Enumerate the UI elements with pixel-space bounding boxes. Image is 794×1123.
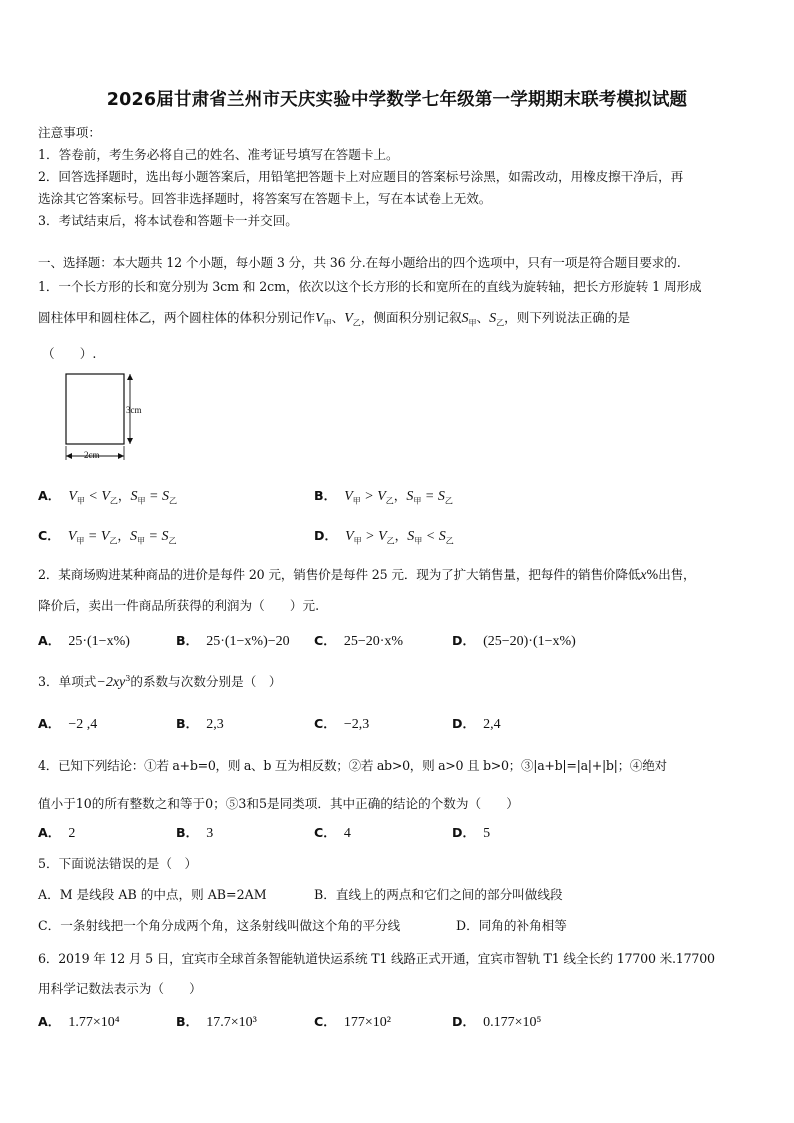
notice-item: 选涂其它答案标号。回答非选择题时，将答案写在答题卡上，写在本试卷上无效。 <box>38 191 492 206</box>
q4-option-a[interactable]: A． 2 <box>38 825 76 841</box>
arrow-up-icon <box>127 374 133 380</box>
q5-option-d[interactable]: D．同角的补角相等 <box>456 918 567 933</box>
q4-option-b[interactable]: B． 3 <box>176 825 214 841</box>
notice-item: 2．回答选择题时，选出每小题答案后，用铅笔把答题卡上对应题目的答案标号涂黑，如需改动，用橡皮擦干净后，再 <box>38 169 684 184</box>
q4-option-c[interactable]: C． 4 <box>314 825 351 841</box>
q2-option-a[interactable]: A． 25·(1−x%) <box>38 633 130 649</box>
question-2-stem: 2．某商场购进某种商品的进价是每件 20 元，销售价是每件 25 元．现为了扩大销售量，把每件的销售价降低x%出售， <box>38 567 696 583</box>
rectangle-figure <box>60 368 160 466</box>
q5-option-b[interactable]: B．直线上的两点和它们之间的部分叫做线段 <box>314 887 563 902</box>
q5-option-a[interactable]: A．M 是线段 AB 的中点，则 AB=2AM <box>38 887 267 902</box>
section-heading: 一、选择题：本大题共 12 个小题，每小题 3 分，共 36 分.在每小题给出的四个选项中，只有一项是符合题目要求的. <box>38 255 681 270</box>
page-title: 2026届甘肃省兰州市天庆实验中学数学七年级第一学期期末联考模拟试题 <box>106 90 688 110</box>
q1-text-a: 圆柱体甲和圆柱体乙，两个圆柱体的体积分别记作 <box>38 310 316 325</box>
q1-option-c[interactable]: C． $V_甲 = V_乙$，$S_甲 = S_乙$ <box>38 528 177 546</box>
arrow-down-icon <box>127 438 133 444</box>
question-3-stem: 3．单项式$-2xy^3$的系数与次数分别是（ ） <box>38 673 282 690</box>
question-6-stem: 6．2019 年 12 月 5 日，宜宾市全球首条智能轨道快运系统 T1 线路正式开通，宜宾市智轨 T1 线全长约 17700 米.17700 <box>38 951 715 966</box>
rectangle-shape <box>66 374 124 444</box>
q1-option-a[interactable]: A． $V_甲 < V_乙$，$S_甲 = S_乙$ <box>38 488 177 506</box>
q6-option-c[interactable]: C． 177×10² <box>314 1014 391 1030</box>
question-6-stem-2: 用科学记数法表示为（ ） <box>38 981 202 996</box>
arrow-left-icon <box>66 453 72 459</box>
question-5-stem: 5．下面说法错误的是（ ） <box>38 856 198 871</box>
notice-heading: 注意事项： <box>38 125 101 140</box>
q3-option-c[interactable]: C． −2,3 <box>314 716 370 732</box>
q6-option-d[interactable]: D． 0.177×10⁵ <box>452 1014 542 1030</box>
q1-text-c: ，则下列说法正确的是 <box>504 310 631 325</box>
q2-option-c[interactable]: C． 25−20·x% <box>314 633 404 649</box>
q6-option-a[interactable]: A． 1.77×10⁴ <box>38 1014 120 1030</box>
q1-option-b[interactable]: B． $V_甲 > V_乙$，$S_甲 = S_乙$ <box>314 488 453 506</box>
notice-item: 1．答卷前，考生务必将自己的姓名、准考证号填写在答题卡上。 <box>38 147 399 162</box>
q3-option-d[interactable]: D． 2,4 <box>452 716 501 732</box>
width-label: 2cm <box>84 450 100 460</box>
arrow-right-icon <box>118 453 124 459</box>
q4-option-d[interactable]: D． 5 <box>452 825 491 841</box>
question-4-stem: 4．已知下列结论：①若 a+b=0，则 a、b 互为相反数；②若 ab>0，则 a>0 且 b>0；③|a+b|=|a|+|b|；④绝对 <box>38 758 667 773</box>
q1-option-d[interactable]: D． $V_甲 > V_乙$，$S_甲 < S_乙$ <box>314 528 454 546</box>
question-1-paren: （ ）. <box>42 346 97 361</box>
question-1-stem: 1．一个长方形的长和宽分别为 3cm 和 2cm，依次以这个长方形的长和宽所在的直线为旋转轴，把长方形旋转 1 周形成 <box>38 279 702 294</box>
question-2-stem-2: 降价后，卖出一件商品所获得的利润为（ ）元. <box>38 598 320 613</box>
q3-option-b[interactable]: B． 2,3 <box>176 716 224 732</box>
notice-item: 3．考试结束后，将本试卷和答题卡一并交回。 <box>38 213 298 228</box>
q2-option-b[interactable]: B． 25·(1−x%)−20 <box>176 633 290 649</box>
question-1-stem-2: 圆柱体甲和圆柱体乙，两个圆柱体的体积分别记作$V_甲$、$V_乙$，侧面积分别记叙$S_甲$、$S_乙$，则下列说法正确的是 <box>38 310 631 328</box>
q3-option-a[interactable]: A． −2 ,4 <box>38 716 98 732</box>
q2-option-d[interactable]: D． (25−20)·(1−x%) <box>452 633 576 649</box>
q6-option-b[interactable]: B． 17.7×10³ <box>176 1014 257 1030</box>
q1-text-b: ，侧面积分别记叙 <box>360 310 462 325</box>
question-4-stem-2: 值小于10的所有整数之和等于0；⑤3和5是同类项．其中正确的结论的个数为（ ） <box>38 796 519 811</box>
height-label: 3cm <box>126 405 142 415</box>
q5-option-c[interactable]: C．一条射线把一个角分成两个角，这条射线叫做这个角的平分线 <box>38 918 401 933</box>
